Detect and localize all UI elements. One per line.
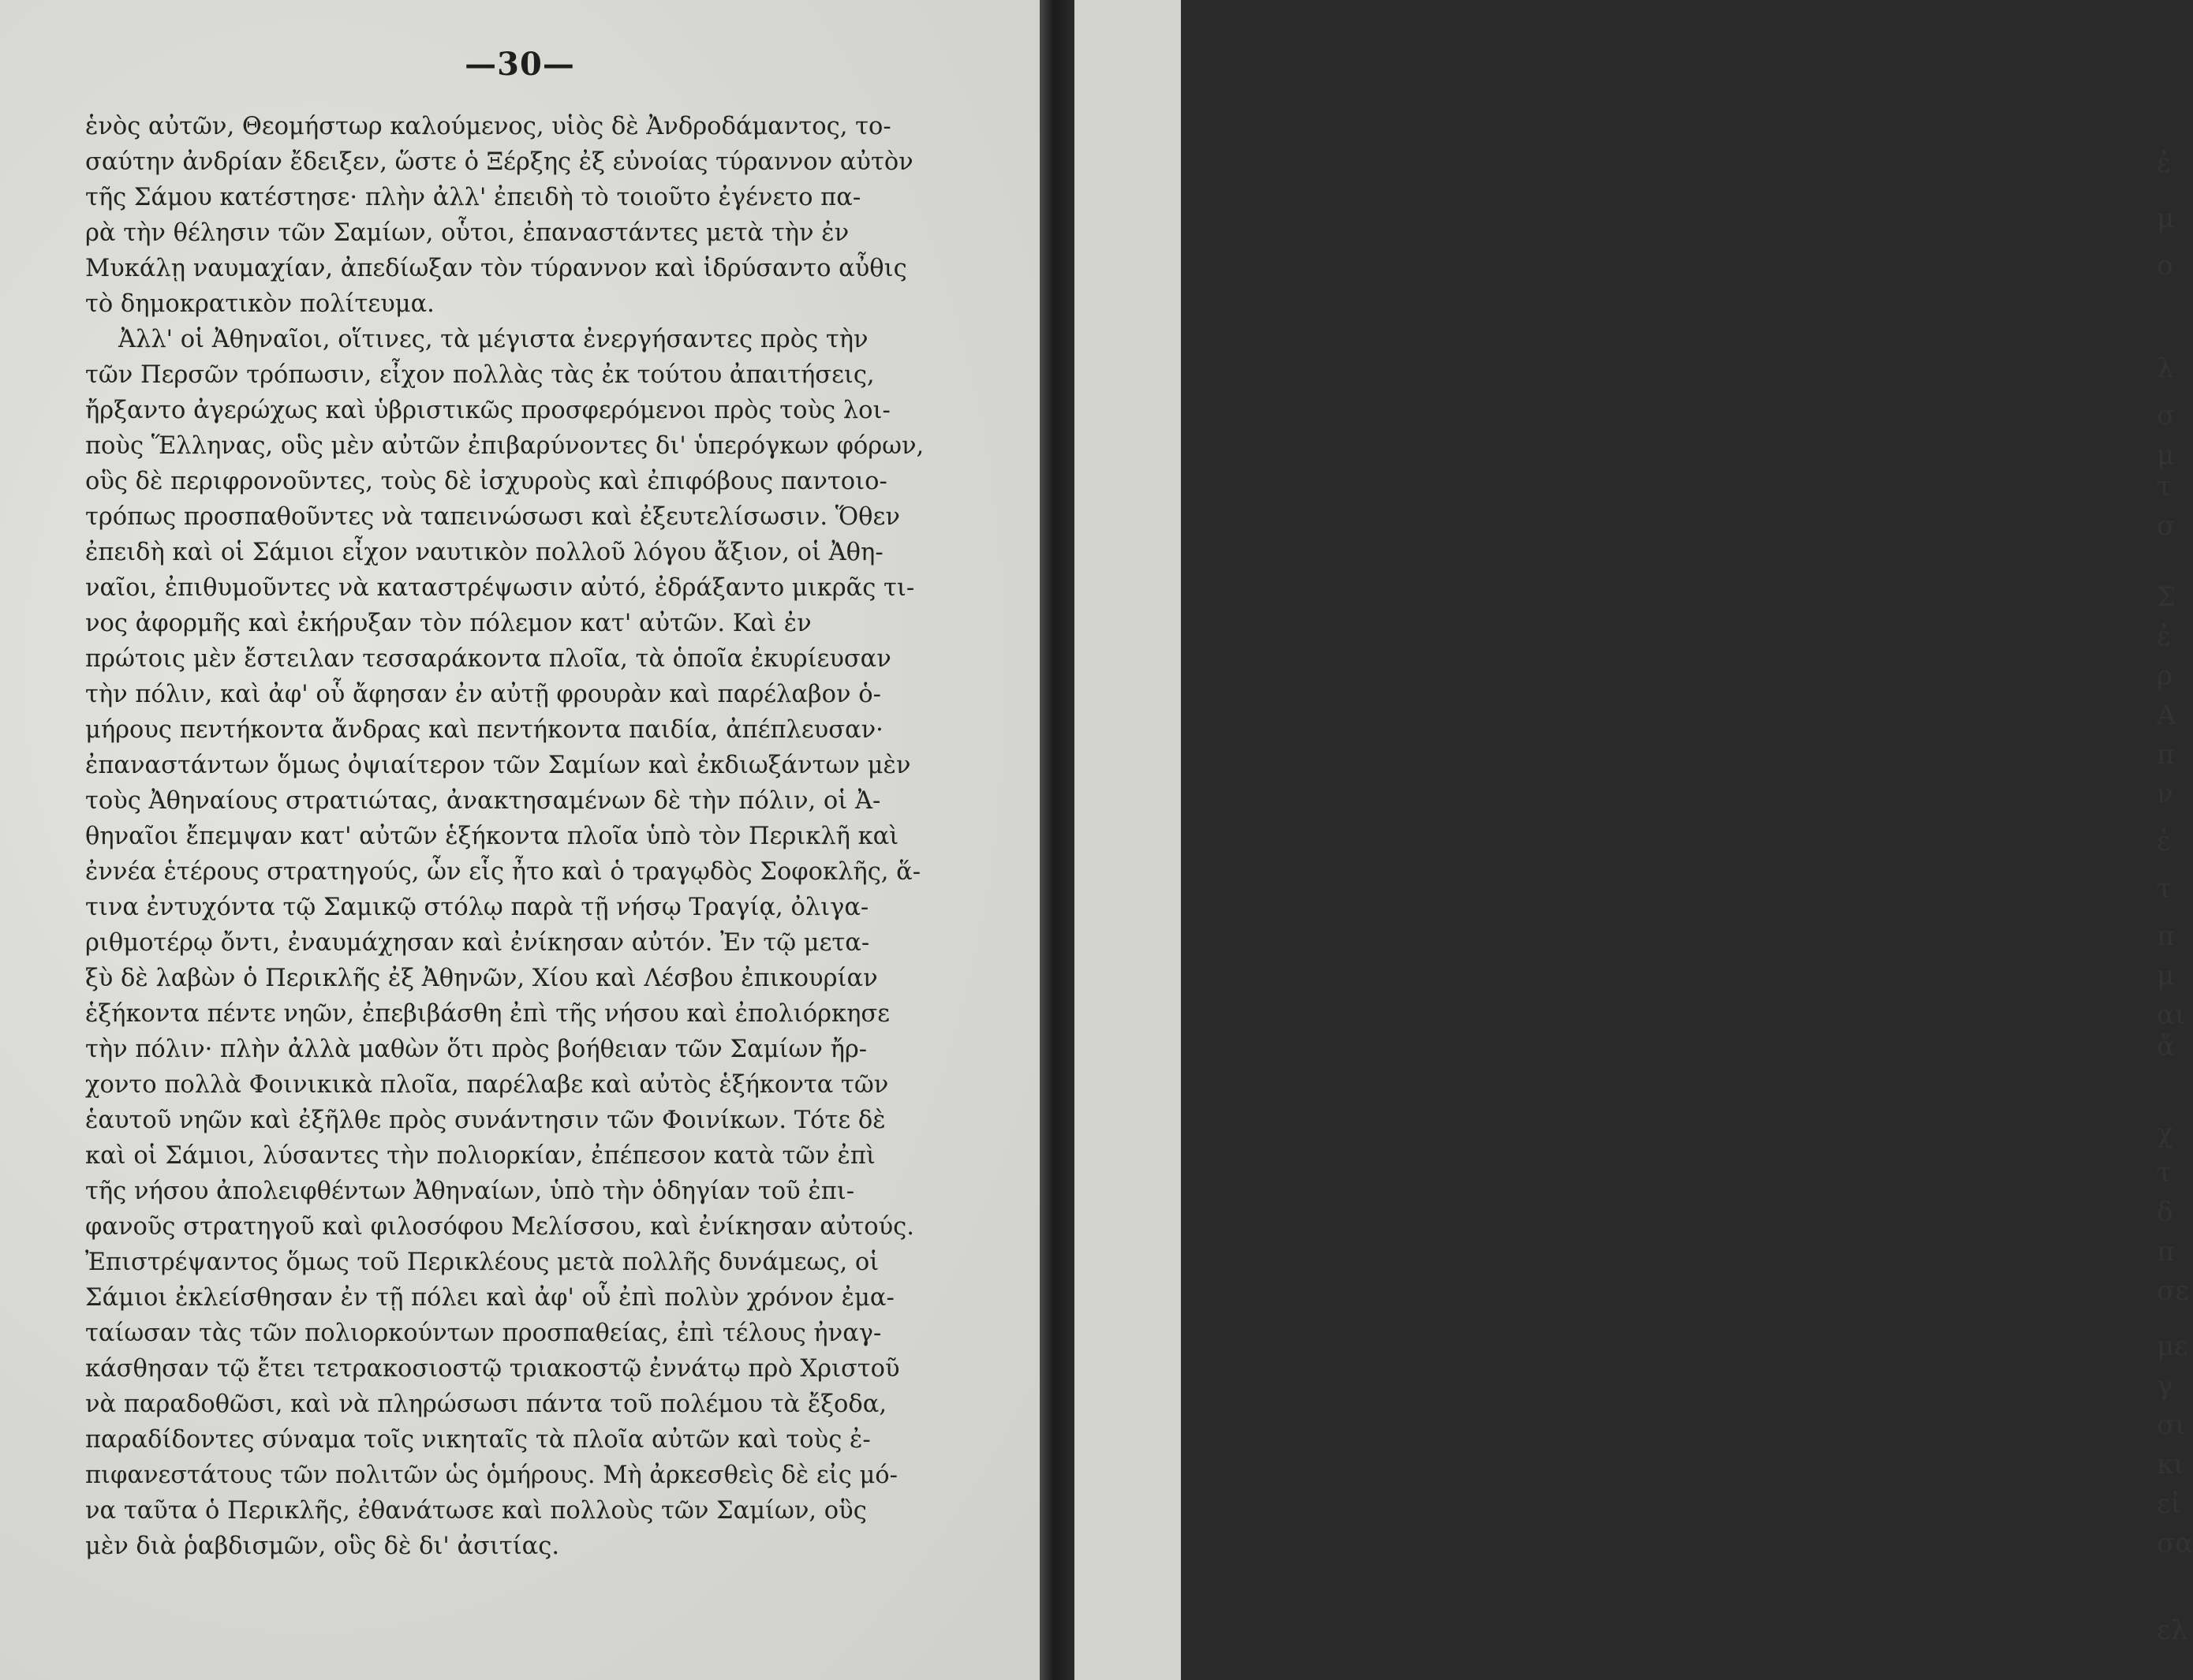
adjacent-page-fragment: μ: [2157, 960, 2175, 991]
text-line: τρόπως προσπαθοῦντες νὰ ταπεινώσωσι καὶ ἐξευτελίσωσιν. Ὅθεν: [85, 503, 900, 531]
adjacent-page-fragment: αι: [2157, 999, 2186, 1031]
text-line: ἑνὸς αὐτῶν, Θεομήστωρ καλούμενος, υἱὸς δὲ Ἀνδροδάμαντος, το-: [85, 113, 891, 140]
book-page: [0, 0, 1040, 1680]
text-line: ἑαυτοῦ νηῶν καὶ ἐξῆλθε πρὸς συνάντησιν τῶν Φοινίκων. Τότε δὲ: [85, 1107, 886, 1134]
text-line: τὴν πόλιν, καὶ ἀφ' οὗ ἄφησαν ἐν αὐτῇ φρουρὰν καὶ παρέλαβον ὁ-: [85, 681, 881, 708]
text-line: τῶν Περσῶν τρόπωσιν, εἶχον πολλὰς τὰς ἐκ τούτου ἀπαιτήσεις,: [85, 361, 875, 389]
text-line: φανοῦς στρατηγοῦ καὶ φιλοσόφου Μελίσσου, καὶ ἐνίκησαν αὐτούς.: [85, 1213, 914, 1241]
adjacent-page-fragment: σε: [2157, 1275, 2189, 1307]
page-number: —30—: [465, 46, 575, 83]
body-text: [85, 109, 953, 1564]
adjacent-page-fragment: τ: [2157, 1157, 2172, 1189]
adjacent-page-fragment: λ: [2157, 353, 2174, 384]
adjacent-page-fragment: ἄ: [2157, 1031, 2175, 1062]
adjacent-page-fragment: γ: [2157, 1370, 2173, 1402]
adjacent-page-fragment: ελ: [2157, 1615, 2188, 1646]
text-line: πρώτοις μὲν ἔστειλαν τεσσαράκοντα πλοῖα, τὰ ὁποῖα ἐκυρίευσαν: [85, 645, 891, 673]
text-line: ταίωσαν τὰς τῶν πολιορκούντων προσπαθείας, ἐπὶ τέλους ἠναγ-: [85, 1320, 882, 1347]
text-line: καὶ οἱ Σάμιοι, λύσαντες τὴν πολιορκίαν, ἐπέπεσον κατὰ τῶν ἐπὶ: [85, 1142, 876, 1170]
adjacent-page-fragment: σ: [2157, 510, 2176, 542]
adjacent-page-fragment: Σ: [2157, 581, 2176, 613]
adjacent-page-fragment: μ: [2157, 203, 2175, 234]
text-line: τῆς Σάμου κατέστησε· πλὴν ἀλλ' ἐπειδὴ τὸ τοιοῦτο ἐγένετο πα-: [85, 184, 861, 211]
text-line: σαύτην ἀνδρίαν ἔδειξεν, ὥστε ὁ Ξέρξης ἐξ εὐνοίας τύραννον αὐτὸν: [85, 148, 913, 176]
adjacent-page-fragment: π: [2157, 739, 2175, 771]
adjacent-page-edge: [1074, 0, 2193, 1680]
text-line: μήρους πεντήκοντα ἄνδρας καὶ πεντήκοντα παιδία, ἀπέπλευσαν·: [85, 716, 884, 744]
adjacent-page-fragment: ἐ: [2157, 621, 2172, 652]
adjacent-page-fragment: χ: [2157, 1118, 2173, 1149]
adjacent-page-fragment: π: [2157, 920, 2175, 952]
adjacent-page-fragment: ἐ: [2157, 147, 2172, 179]
adjacent-page-fragment: ο: [2157, 250, 2173, 282]
text-line: χοντο πολλὰ Φοινικικὰ πλοῖα, παρέλαβε καὶ αὐτὸς ἑξήκοντα τῶν: [85, 1071, 889, 1099]
text-line: νος ἀφορμῆς καὶ ἐκήρυξαν τὸν πόλεμον κατ' αὐτῶν. Καὶ ἐν: [85, 610, 812, 637]
text-line: τινα ἐντυχόντα τῷ Σαμικῷ στόλῳ παρὰ τῇ νήσῳ Τραγίᾳ, ὀλιγα-: [85, 894, 869, 921]
text-line: τὴν πόλιν· πλὴν ἀλλὰ μαθὼν ὅτι πρὸς βοήθειαν τῶν Σαμίων ἤρ-: [85, 1036, 868, 1063]
text-line: οὓς δὲ περιφρονοῦντες, τοὺς δὲ ἰσχυροὺς καὶ ἐπιφόβους παντοιο-: [85, 468, 887, 495]
text-line: μὲν διὰ ῥαβδισμῶν, οὓς δὲ δι' ἀσιτίας.: [85, 1533, 560, 1560]
text-line: ριθμοτέρῳ ὄντι, ἐναυμάχησαν καὶ ἐνίκησαν αὐτόν. Ἐν τῷ μετα-: [85, 929, 870, 957]
text-line: Ἐπιστρέψαντος ὅμως τοῦ Περικλέους μετὰ πολλῆς δυνάμεως, οἱ: [85, 1249, 880, 1276]
adjacent-page-fragment: κι: [2157, 1449, 2184, 1480]
text-line: ἐννέα ἑτέρους στρατηγούς, ὧν εἷς ἦτο καὶ ὁ τραγῳδὸς Σοφοκλῆς, ἅ-: [85, 858, 921, 886]
adjacent-page-fragment: Α: [2157, 700, 2176, 731]
adjacent-page-fragment: μ: [2157, 439, 2175, 471]
adjacent-page-fragment: εἰ: [2157, 1488, 2181, 1520]
text-line: ρὰ τὴν θέλησιν τῶν Σαμίων, οὗτοι, ἐπαναστάντες μετὰ τὴν ἐν: [85, 219, 850, 247]
text-line: παραδίδοντες σύναμα τοῖς νικηταῖς τὰ πλοῖα αὐτῶν καὶ τοὺς ἐ-: [85, 1426, 871, 1454]
adjacent-page-fragment: σα: [2157, 1528, 2193, 1559]
adjacent-page-fragment: ρ: [2157, 660, 2172, 692]
text-line: τοὺς Ἀθηναίους στρατιώτας, ἀνακτησαμένων δὲ τὴν πόλιν, οἱ Ἀ-: [85, 787, 881, 815]
text-line: τῆς νήσου ἀπολειφθέντων Ἀθηναίων, ὑπὸ τὴν ὁδηγίαν τοῦ ἐπι-: [85, 1178, 855, 1205]
adjacent-page-fragment: ἐ: [2157, 826, 2172, 857]
book-gutter: [1040, 0, 1074, 1680]
adjacent-page-fragment: με: [2157, 1331, 2188, 1362]
text-line: ξὺ δὲ λαβὼν ὁ Περικλῆς ἐξ Ἀθηνῶν, Χίου καὶ Λέσβου ἐπικουρίαν: [85, 965, 878, 992]
text-line: πιφανεστάτους τῶν πολιτῶν ὡς ὁμήρους. Μὴ ἀρκεσθεὶς δὲ εἰς μό-: [85, 1462, 898, 1489]
text-line: Μυκάλῃ ναυμαχίαν, ἀπεδίωξαν τὸν τύραννον καὶ ἱδρύσαντο αὖθις: [85, 255, 907, 282]
text-line: ναῖοι, ἐπιθυμοῦντες νὰ καταστρέψωσιν αὐτό, ἐδράξαντο μικρᾶς τι-: [85, 574, 915, 602]
text-line: ἐπαναστάντων ὅμως ὀψιαίτερον τῶν Σαμίων καὶ ἐκδιωξάντων μὲν: [85, 752, 911, 779]
text-line: θηναῖοι ἔπεμψαν κατ' αὐτῶν ἑξήκοντα πλοῖα ὑπὸ τὸν Περικλῆ καὶ: [85, 823, 899, 850]
text-line: ποὺς Ἕλληνας, οὓς μὲν αὐτῶν ἐπιβαρύνοντες δι' ὑπερόγκων φόρων,: [85, 432, 925, 460]
text-line: να ταῦτα ὁ Περικλῆς, ἐθανάτωσε καὶ πολλοὺς τῶν Σαμίων, οὓς: [85, 1497, 867, 1525]
text-line: κάσθησαν τῷ ἔτει τετρακοσιοστῷ τριακοστῷ ἐννάτῳ πρὸ Χριστοῦ: [85, 1355, 900, 1383]
adjacent-page-fragment: τ: [2157, 873, 2172, 905]
adjacent-page-fragment: σι: [2157, 1409, 2186, 1441]
text-line: Ἀλλ' οἱ Ἀθηναῖοι, οἵτινες, τὰ μέγιστα ἐνεργήσαντες πρὸς τὴν: [118, 326, 869, 353]
adjacent-page-fragment: σ: [2157, 400, 2176, 431]
adjacent-page-fragment: π: [2157, 1236, 2175, 1267]
text-line: Σάμιοι ἐκλείσθησαν ἐν τῇ πόλει καὶ ἀφ' οὗ ἐπὶ πολὺν χρόνον ἐμα-: [85, 1284, 895, 1312]
text-line: νὰ παραδοθῶσι, καὶ νὰ πληρώσωσι πάντα τοῦ πολέμου τὰ ἔξοδα,: [85, 1391, 887, 1418]
text-line: ἤρξαντο ἀγερώχως καὶ ὑβριστικῶς προσφερόμενοι πρὸς τοὺς λοι-: [85, 397, 891, 424]
adjacent-page-fragment: τ: [2157, 471, 2172, 502]
adjacent-page-fragment: ν: [2157, 778, 2173, 810]
text-line: ἐπειδὴ καὶ οἱ Σάμιοι εἶχον ναυτικὸν πολλοῦ λόγου ἄξιον, οἱ Ἀθη-: [85, 539, 884, 566]
text-line: τὸ δημοκρατικὸν πολίτευμα.: [85, 290, 435, 318]
text-line: ἑξήκοντα πέντε νηῶν, ἐπεβιβάσθη ἐπὶ τῆς νήσου καὶ ἐπολιόρκησε: [85, 1000, 890, 1028]
adjacent-page-fragment: δ: [2157, 1197, 2173, 1228]
